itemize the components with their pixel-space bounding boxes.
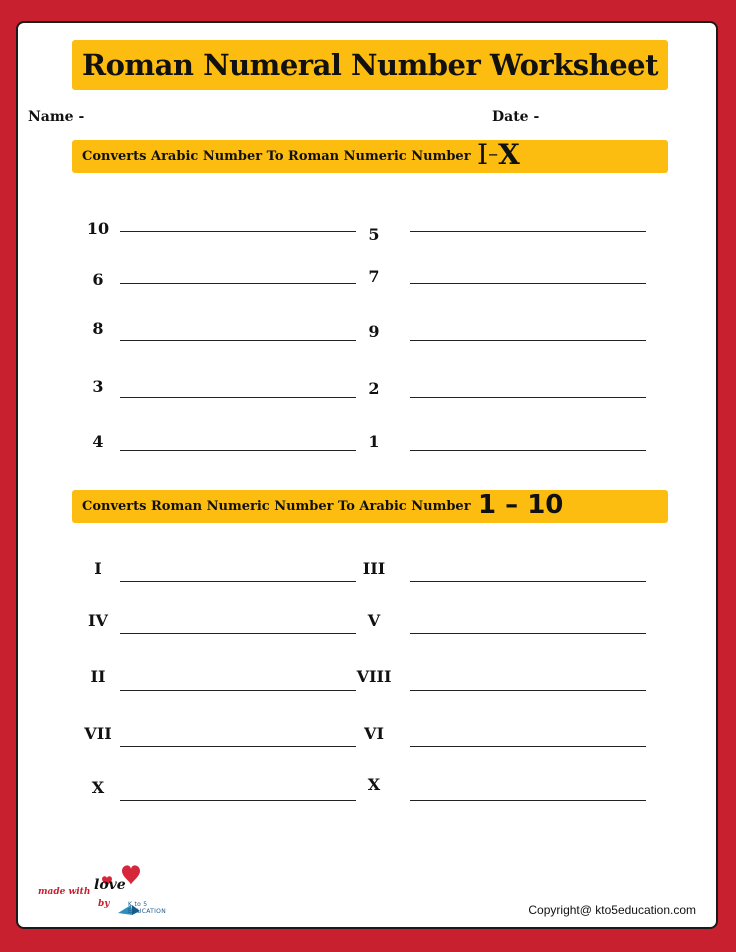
question-label: 9 bbox=[368, 322, 380, 341]
question-label: IV bbox=[88, 611, 108, 630]
answer-line[interactable] bbox=[410, 633, 646, 634]
answer-line[interactable] bbox=[120, 283, 356, 284]
answer-line[interactable] bbox=[410, 450, 646, 451]
answer-line[interactable] bbox=[410, 231, 646, 232]
section1-heading: Converts Arabic Number To Roman Numeric Number bbox=[82, 149, 471, 164]
section2-range: 1 – 10 bbox=[478, 490, 564, 520]
answer-line[interactable] bbox=[120, 397, 356, 398]
answer-line[interactable] bbox=[120, 690, 356, 691]
question-label: VI bbox=[364, 724, 384, 743]
answer-line[interactable] bbox=[120, 746, 356, 747]
answer-line[interactable] bbox=[410, 397, 646, 398]
question-label: 3 bbox=[92, 377, 104, 396]
logo-by: by bbox=[98, 899, 110, 909]
question-label: II bbox=[90, 667, 106, 686]
question-label: 5 bbox=[368, 225, 380, 244]
section-roman-to-arabic-header bbox=[72, 490, 668, 523]
section1-range bbox=[477, 138, 520, 171]
question-label: X bbox=[367, 775, 381, 794]
range-dash: – bbox=[488, 141, 499, 165]
question-label: 10 bbox=[86, 219, 110, 238]
answer-line[interactable] bbox=[410, 581, 646, 582]
question-label: 7 bbox=[368, 267, 380, 286]
made-with-love-logo bbox=[36, 859, 176, 919]
answer-line[interactable] bbox=[120, 800, 356, 801]
answer-line[interactable] bbox=[120, 450, 356, 451]
name-label: Name - bbox=[28, 109, 85, 125]
question-label: 8 bbox=[92, 319, 104, 338]
logo-love: love bbox=[94, 877, 126, 893]
question-label: 2 bbox=[368, 379, 380, 398]
range-start: I bbox=[477, 138, 489, 171]
question-label: I bbox=[94, 559, 102, 578]
logo-brand: K to 5 EDUCATION bbox=[128, 901, 166, 915]
question-label: 4 bbox=[92, 432, 104, 451]
section-arabic-to-roman-header bbox=[72, 140, 668, 173]
question-label: VII bbox=[84, 724, 112, 743]
answer-line[interactable] bbox=[410, 283, 646, 284]
logo-made-with: made with bbox=[38, 887, 91, 897]
answer-line[interactable] bbox=[410, 690, 646, 691]
answer-line[interactable] bbox=[120, 633, 356, 634]
question-label: III bbox=[362, 559, 386, 578]
question-label: VIII bbox=[356, 667, 392, 686]
section2-heading: Converts Roman Numeric Number To Arabic Number bbox=[82, 499, 471, 514]
question-label: X bbox=[91, 778, 105, 797]
question-label: 6 bbox=[92, 270, 104, 289]
page-title: Roman Numeral Number Worksheet bbox=[81, 48, 659, 82]
answer-line[interactable] bbox=[120, 581, 356, 582]
worksheet-sheet bbox=[16, 21, 718, 929]
range-end: X bbox=[498, 138, 520, 171]
answer-line[interactable] bbox=[120, 231, 356, 232]
answer-line[interactable] bbox=[410, 800, 646, 801]
copyright-text: Copyright@ kto5education.com bbox=[528, 903, 696, 917]
answer-line[interactable] bbox=[410, 340, 646, 341]
question-label: V bbox=[367, 611, 381, 630]
question-label: 1 bbox=[368, 432, 380, 451]
title-banner bbox=[72, 40, 668, 90]
answer-line[interactable] bbox=[120, 340, 356, 341]
date-label: Date - bbox=[492, 109, 540, 125]
answer-line[interactable] bbox=[410, 746, 646, 747]
